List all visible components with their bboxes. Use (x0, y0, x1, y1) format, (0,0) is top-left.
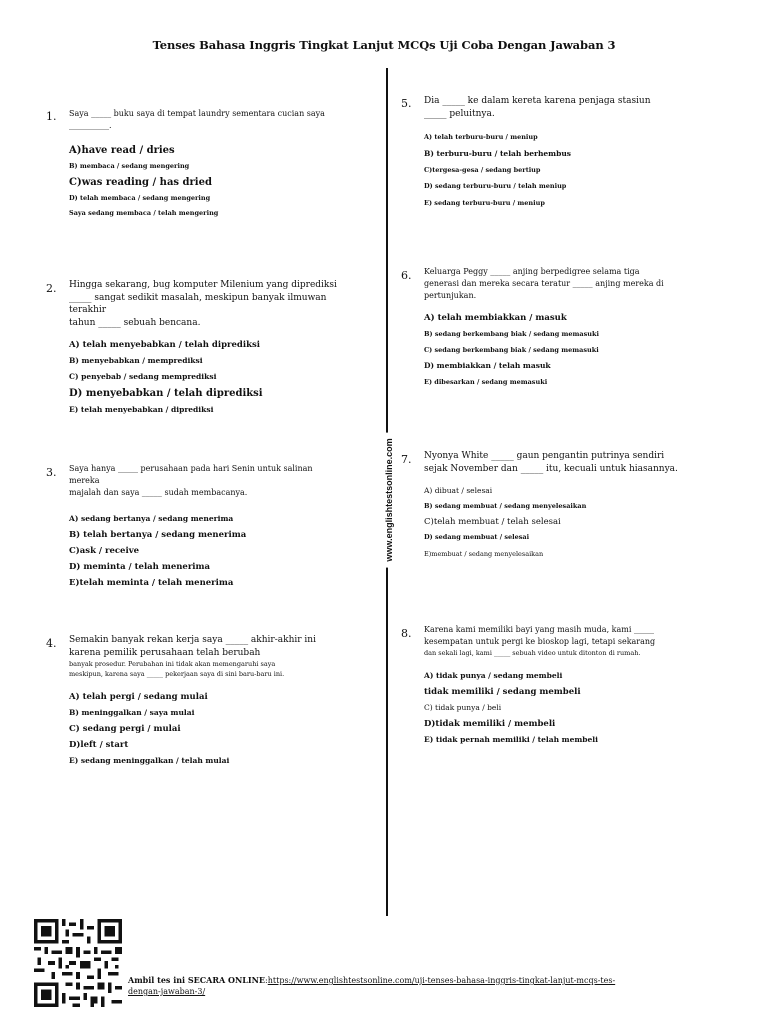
question-stem-line: Hingga sekarang, bug komputer Milenium yang diprediksi (69, 280, 337, 290)
question-8 (424, 624, 699, 748)
option-d[interactable]: D) menyebabkan / telah diprediksi (69, 388, 263, 399)
question-1-stem (69, 108, 344, 132)
option-d[interactable]: D) sedang terburu-buru / telah meniup (424, 182, 567, 190)
option-b[interactable]: B) menyebabkan / memprediksi (69, 356, 203, 365)
question-stem-line: Nyonya White _____ gaun pengantin putrinya sendiri (424, 451, 665, 461)
option-b[interactable]: B) sedang membuat / sedang menyelesaikan (424, 502, 587, 510)
option-d[interactable]: D)left / start (69, 740, 129, 750)
footer-url-continued[interactable]: dengan-jawaban-3/ (128, 987, 206, 996)
option-a[interactable]: A) dibuat / selesai (424, 486, 493, 495)
option-c[interactable]: C) sedang pergi / mulai (69, 724, 181, 734)
question-5 (424, 95, 699, 212)
question-2-number: 2. (46, 282, 57, 295)
option-d[interactable]: D) membiakkan / telah masuk (424, 361, 551, 370)
question-8-number: 8. (401, 627, 412, 640)
question-stem-line: _____ peluitnya. (424, 108, 495, 119)
option-e[interactable]: E) telah menyebabkan / diprediksi (69, 405, 214, 414)
footer-lead: Ambil tes ini SECARA ONLINE (128, 975, 266, 985)
side-website-link[interactable]: www.englishtestsonline.com (384, 432, 394, 567)
question-stem-line: meskipun, karena saya _____ pekerjaan saya di sini baru-baru ini. (69, 670, 285, 678)
question-stem-line: karena pemilik perusahaan telah berubah (69, 647, 261, 658)
question-stem-line: Saya _____ buku saya di tempat laundry sementara cucian saya (69, 109, 325, 118)
question-stem-line: Saya hanya _____ perusahaan pada hari Senin untuk salinan mereka (69, 464, 313, 485)
question-stem-line: Dia _____ ke dalam kereta karena penjaga stasiun (424, 96, 651, 106)
option-c[interactable]: C)was reading / has dried (69, 177, 212, 188)
footer-url[interactable]: https://www.englishtestsonline.com/uji-tenses-bahasa-inggris-tingkat-lanjut-mcqs-tes- (267, 976, 616, 985)
question-5-stem (424, 95, 699, 120)
question-stem-line: kesempatan untuk pergi ke bioskop lagi, tetapi sekarang (424, 637, 656, 646)
question-stem-line: tahun _____ sebuah bencana. (69, 317, 201, 328)
option-a[interactable]: A) sedang bertanya / sedang menerima (69, 514, 234, 523)
question-stem-line: Semakin banyak rekan kerja saya _____ akhir-akhir ini (69, 635, 316, 645)
option-c[interactable]: C) penyebab / sedang memprediksi (69, 372, 217, 381)
option-d[interactable]: D) meminta / telah menerima (69, 562, 211, 572)
option-d[interactable]: D)tidak memiliki / membeli (424, 719, 556, 729)
question-1 (69, 108, 344, 221)
option-a[interactable]: A) telah pergi / sedang mulai (69, 692, 208, 702)
question-7-stem (424, 450, 699, 475)
option-a[interactable]: A) telah menyebabkan / telah diprediksi (69, 340, 260, 350)
option-e[interactable]: E) sedang meninggalkan / telah mulai (69, 756, 230, 765)
option-b[interactable]: tidak memiliki / sedang membeli (424, 687, 581, 697)
option-e[interactable]: E)membuat / sedang menyelesaikan (424, 550, 544, 558)
option-e[interactable]: E) dibesarkan / sedang memasuki (424, 378, 548, 386)
question-5-number: 5. (401, 97, 412, 110)
question-stem-line: pertunjukan. (424, 291, 477, 300)
question-6 (424, 266, 699, 390)
question-6-number: 6. (401, 269, 412, 282)
question-6-stem (424, 266, 699, 302)
option-a[interactable]: A)have read / dries (69, 145, 175, 156)
option-e[interactable]: E)telah meminta / telah menerima (69, 578, 234, 588)
question-stem-line: generasi dan mereka secara teratur _____ anjing mereka di (424, 279, 664, 288)
page-title: Tenses Bahasa Inggris Tingkat Lanjut MCQs Uji Coba Dengan Jawaban 3 (152, 38, 616, 52)
question-8-stem (424, 624, 699, 658)
option-e[interactable]: Saya sedang membaca / telah mengering (69, 209, 219, 217)
option-a[interactable]: A) telah membiakkan / masuk (424, 313, 567, 323)
option-e[interactable]: E) tidak pernah memiliki / telah membeli (424, 735, 599, 744)
option-b[interactable]: B) meninggalkan / saya mulai (69, 708, 195, 717)
option-d[interactable]: D) sedang membuat / selesai (424, 533, 530, 541)
option-b[interactable]: B) sedang berkembang biak / sedang memasuki (424, 330, 600, 338)
question-3 (69, 463, 344, 591)
question-2-stem (69, 279, 344, 329)
question-stem-line: Karena kami memiliki bayi yang masih muda, kami _____ (424, 625, 654, 634)
question-4-number: 4. (46, 637, 57, 650)
option-a[interactable]: A) tidak punya / sedang membeli (424, 671, 563, 680)
question-3-stem (69, 463, 344, 499)
option-b[interactable]: B) telah bertanya / sedang menerima (69, 530, 247, 540)
option-c[interactable]: C) sedang berkembang biak / sedang memasuki (424, 346, 599, 354)
question-4-stem (69, 634, 344, 679)
question-stem-line: _____ sangat sedikit masalah, meskipun banyak ilmuwan terakhir (69, 292, 327, 315)
option-a[interactable]: A) telah terburu-buru / meniup (424, 133, 538, 141)
option-b[interactable]: B) membaca / sedang mengering (69, 162, 190, 170)
question-stem-line: sejak November dan _____ itu, kecuali untuk hiasannya. (424, 463, 678, 474)
option-e[interactable]: E) sedang terburu-buru / meniup (424, 199, 545, 207)
question-4 (69, 634, 344, 769)
option-c[interactable]: C) tidak punya / beli (424, 703, 502, 712)
question-stem-line: majalah dan saya _____ sudah membacanya. (69, 488, 248, 497)
footer: Ambil tes ini SECARA ONLINE:https://www.englishtestsonline.com/uji-tenses-bahasa-inggris-tingkat-lanjut-mcqs-tes- dengan-jawaban-3/ (128, 975, 616, 996)
qr-code[interactable] (34, 919, 122, 1007)
question-1-number: 1. (46, 110, 57, 123)
question-7-number: 7. (401, 453, 412, 466)
option-c[interactable]: C)ask / receive (69, 546, 140, 556)
option-c[interactable]: C)telah membuat / telah selesai (424, 517, 561, 527)
question-stem-line: dan sekali lagi, kami _____ sebuah video untuk ditonton di rumah. (424, 649, 641, 657)
question-stem-line: banyak prosedur. Perubahan ini tidak akan memengaruhi saya (69, 660, 276, 668)
question-2 (69, 279, 344, 418)
option-c[interactable]: C)tergesa-gesa / sedang bertiup (424, 166, 541, 174)
question-stem-line: __________. (69, 121, 112, 130)
option-d[interactable]: D) telah membaca / sedang mengering (69, 194, 211, 202)
question-3-number: 3. (46, 466, 57, 479)
question-7 (424, 450, 699, 564)
question-stem-line: Keluarga Peggy _____ anjing berpedigree selama tiga (424, 267, 640, 276)
option-b[interactable]: B) terburu-buru / telah berhembus (424, 149, 572, 158)
